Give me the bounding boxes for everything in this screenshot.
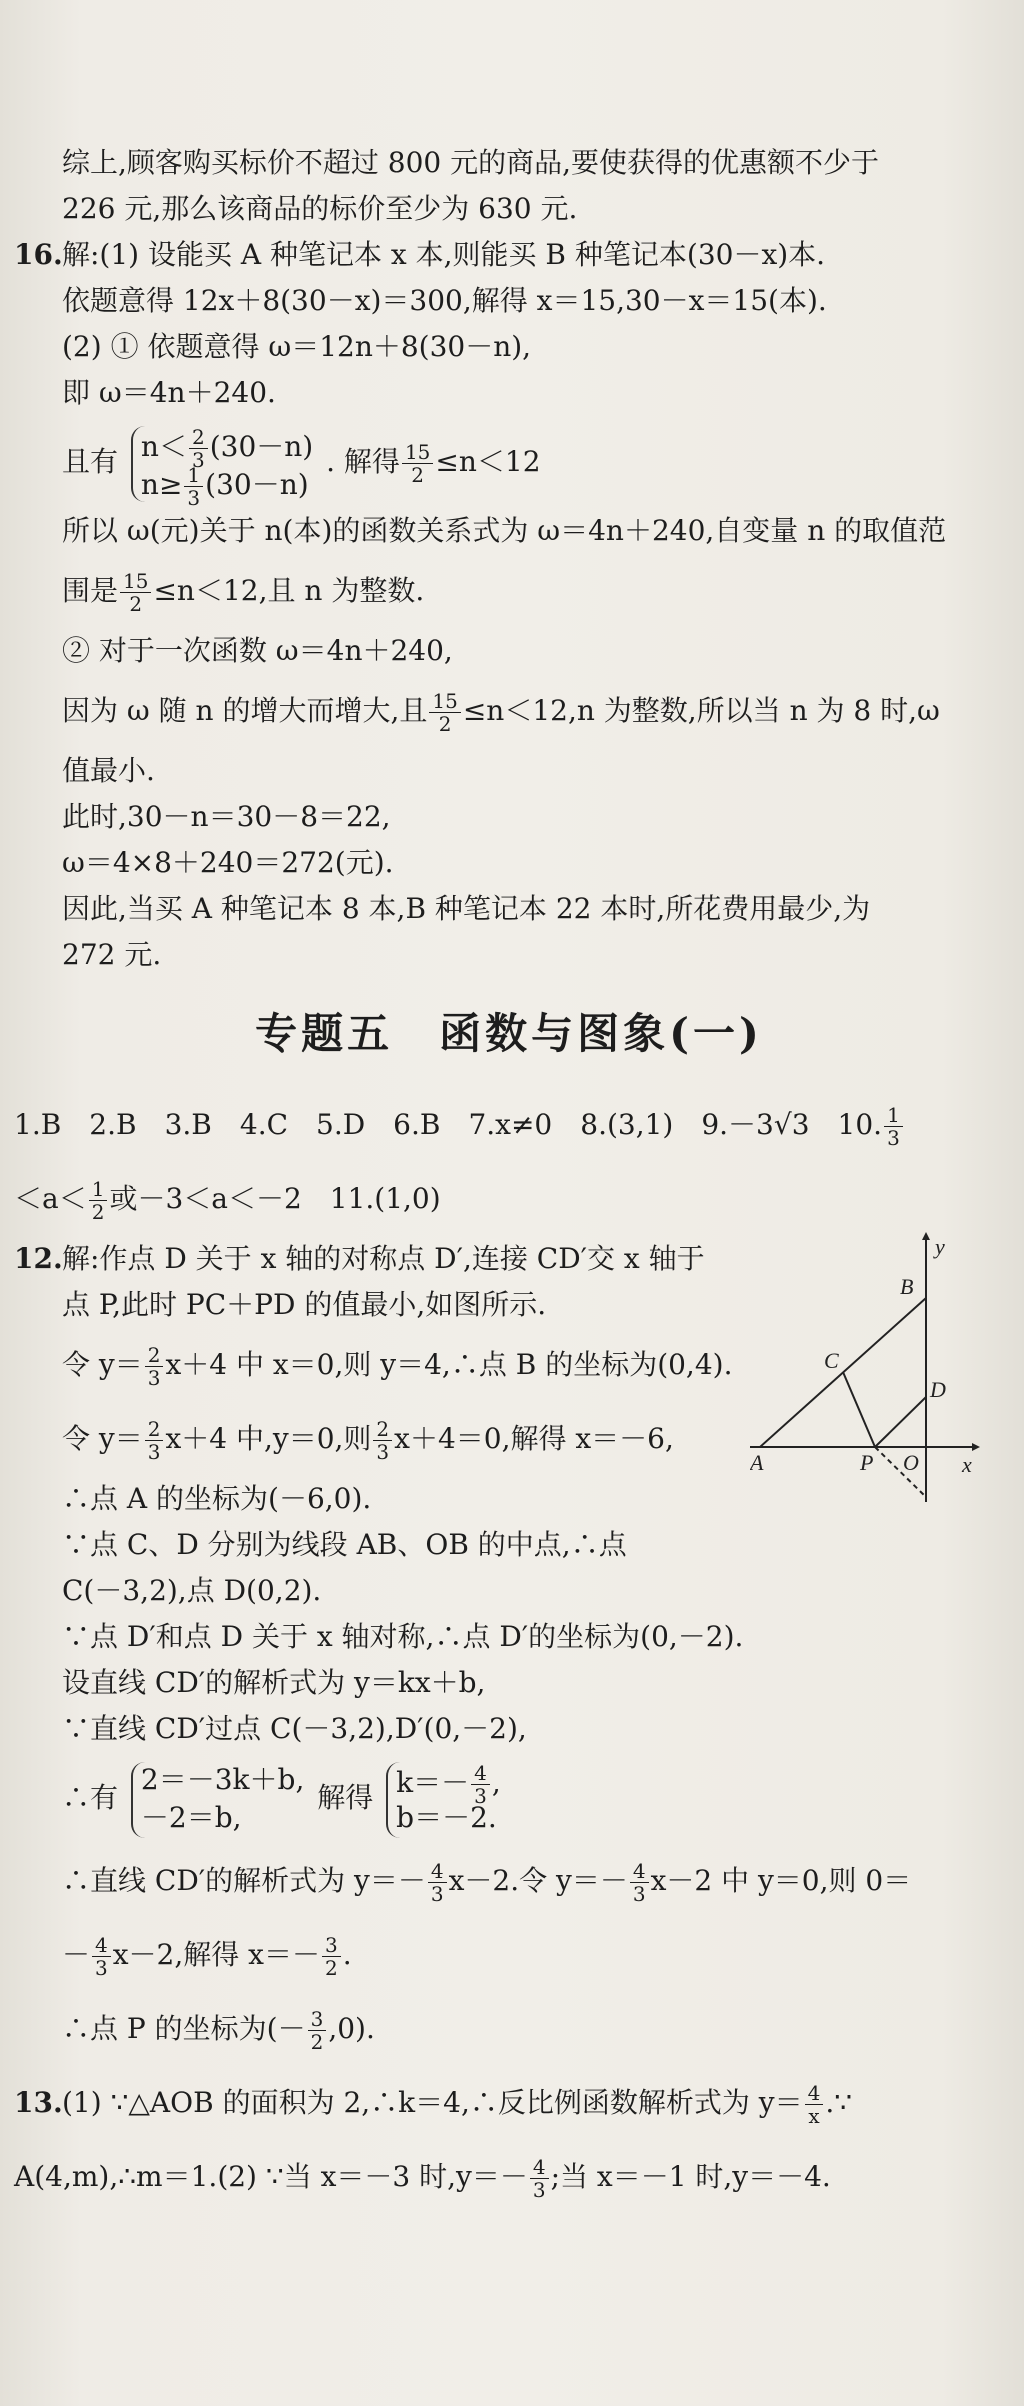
fraction: $\frac{4}{3}$	[471, 1762, 490, 1807]
fraction: $\frac{4}{3}$	[630, 1860, 649, 1905]
text-line: ω＝4×8＋240＝272(元).	[62, 846, 394, 879]
fraction: $\frac{1}{3}$	[184, 464, 203, 509]
text-line: 16.解:(1) 设能买 A 种笔记本 x 本,则能买 B 种笔记本(30－x)本.	[14, 232, 1004, 278]
fraction: $\frac{4}{3}$	[428, 1860, 447, 1905]
label-y: y	[935, 1234, 945, 1259]
fraction: $\frac{2}{3}$	[373, 1418, 392, 1463]
fraction: $\frac{2}{3}$	[189, 426, 208, 471]
label-x: x	[962, 1452, 972, 1477]
equation-system-line: ∴有 2＝－3k＋b, －2＝b, 解得 k＝－ $\frac{4}{3}$ , b＝－2.	[14, 1752, 1004, 1844]
y-axis-arrow	[922, 1232, 930, 1240]
text-line: 令 y＝ $\frac{2}{3}$ x＋4 中,y＝0,则 $\frac{2}{3}$ x＋4＝0,解得 x＝－6,	[62, 1417, 674, 1464]
segment-cp	[843, 1372, 875, 1447]
text-line: 依题意得 12x＋8(30－x)＝300,解得 x＝15,30－x＝15(本).	[62, 284, 827, 317]
choice-answers: 1.B 2.B 3.B 4.C 5.D 6.B 7.x≠0 8.(3,1) 9.－3√3 10. $\frac{1}{3}$	[14, 1088, 1004, 1162]
label-o: O	[903, 1450, 919, 1475]
text-line: ∵点 C、D 分别为线段 AB、OB 的中点,∴点	[62, 1528, 627, 1561]
geometry-figure	[750, 1232, 980, 1502]
text-line: 272 元.	[62, 938, 162, 971]
brace-system: k＝－ $\frac{4}{3}$ , b＝－2.	[386, 1762, 501, 1838]
fraction: $\frac{3}{2}$	[308, 2008, 327, 2053]
text-line: 因为 ω 随 n 的增大而增大,且 $\frac{15}{2}$ ≤n＜12,n 为整数,所以当 n 为 8 时,ω	[62, 689, 940, 736]
text-line: 12.解:作点 D 关于 x 轴的对称点 D′,连接 CD′交 x 轴于	[14, 1236, 1004, 1282]
label-b: B	[900, 1274, 914, 1299]
text-line: ② 对于一次函数 ω＝4n＋240,	[62, 634, 453, 667]
text-line: 13.(1) ∵△AOB 的面积为 2,∴k＝4,∴反比例函数解析式为 y＝ $\frac{4}{x}$ .∵	[14, 2066, 1004, 2140]
segment-pd	[875, 1397, 926, 1447]
fraction: $\frac{1}{2}$	[89, 1178, 108, 1223]
text-line: ∴直线 CD′的解析式为 y＝－ $\frac{4}{3}$ x－2.令 y＝－ $\frac{4}{3}$ x－2 中 y＝0,则 0＝	[62, 1859, 912, 1906]
text-line: ∴点 A 的坐标为(－6,0).	[62, 1482, 372, 1515]
label-a: A	[750, 1450, 764, 1475]
text-line: 令 y＝ $\frac{2}{3}$ x＋4 中 x＝0,则 y＝4,∴点 B 的坐标为(0,4).	[62, 1343, 733, 1390]
fraction: $\frac{1}{3}$	[884, 1104, 903, 1149]
text-line: C(－3,2),点 D(0,2).	[62, 1574, 322, 1607]
x-axis-arrow	[972, 1443, 980, 1451]
text-line: 点 P,此时 PC＋PD 的值最小,如图所示.	[62, 1288, 547, 1321]
fraction: $\frac{15}{2}$	[402, 441, 433, 486]
label-c: C	[824, 1348, 839, 1373]
text-line: 因此,当买 A 种笔记本 8 本,B 种笔记本 22 本时,所花费用最少,为	[62, 892, 871, 925]
text-line: 值最小.	[62, 754, 155, 787]
text-line: ∴点 P 的坐标为(－ $\frac{3}{2}$ ,0).	[62, 2007, 375, 2054]
section-title: 专题五 函数与图象(一)	[255, 1009, 763, 1058]
question-number: 12.	[14, 1242, 63, 1275]
brace-system: 2＝－3k＋b, －2＝b,	[131, 1762, 304, 1838]
fraction: $\frac{15}{2}$	[120, 570, 151, 615]
fraction: $\frac{4}{3}$	[530, 2156, 549, 2201]
text-line: 即 ω＝4n＋240.	[62, 376, 276, 409]
text-line: ∵直线 CD′过点 C(－3,2),D′(0,－2),	[62, 1712, 527, 1745]
text-line: (2) ① 依题意得 ω＝12n＋8(30－n),	[62, 330, 532, 363]
question-number: 13.	[14, 2086, 63, 2119]
text-line: ∵点 D′和点 D 关于 x 轴对称,∴点 D′的坐标为(0,－2).	[62, 1620, 744, 1653]
label-p: P	[860, 1450, 874, 1475]
fraction: $\frac{2}{3}$	[145, 1418, 164, 1463]
text-line: 设直线 CD′的解析式为 y＝kx＋b,	[62, 1666, 486, 1699]
text-line: － $\frac{4}{3}$ x－2,解得 x＝－ $\frac{3}{2}$ .	[62, 1933, 352, 1980]
text-line: 围是 $\frac{15}{2}$ ≤n＜12,且 n 为整数.	[62, 569, 425, 616]
fraction: $\frac{4}{x}$	[805, 2082, 824, 2127]
text-line: 综上,顾客购买标价不超过 800 元的商品,要使获得的优惠额不少于	[62, 146, 880, 179]
choice-answers-cont: ＜a＜ $\frac{1}{2}$ 或－3＜a＜－2 11.(1,0)	[14, 1177, 441, 1224]
fraction: $\frac{15}{2}$	[429, 690, 460, 735]
question-number: 16.	[14, 238, 63, 271]
brace-system: n＜ $\frac{2}{3}$ (30－n) n≥ $\frac{1}{3}$ (30－n)	[131, 426, 313, 502]
label-d: D	[930, 1377, 946, 1402]
fraction: $\frac{3}{2}$	[322, 1934, 341, 1979]
content	[14, 140, 1004, 2214]
fraction: $\frac{4}{3}$	[92, 1934, 111, 1979]
text-line: 此时,30－n＝30－8＝22,	[62, 800, 391, 833]
text-line: 所以 ω(元)关于 n(本)的函数关系式为 ω＝4n＋240,自变量 n 的取值范	[62, 514, 947, 547]
fraction: $\frac{2}{3}$	[145, 1344, 164, 1389]
text-line: A(4,m),∴m＝1.(2) ∵当 x＝－3 时,y＝－ $\frac{4}{3}$ ;当 x＝－1 时,y＝－4.	[14, 2155, 831, 2202]
text-line: 226 元,那么该商品的标价至少为 630 元.	[62, 192, 578, 225]
inequality-system-line: 且有 n＜ $\frac{2}{3}$ (30－n) n≥ $\frac{1}{3}$ (30－n) . 解得 $\frac{15}{2}$ ≤n＜12	[62, 424, 541, 510]
